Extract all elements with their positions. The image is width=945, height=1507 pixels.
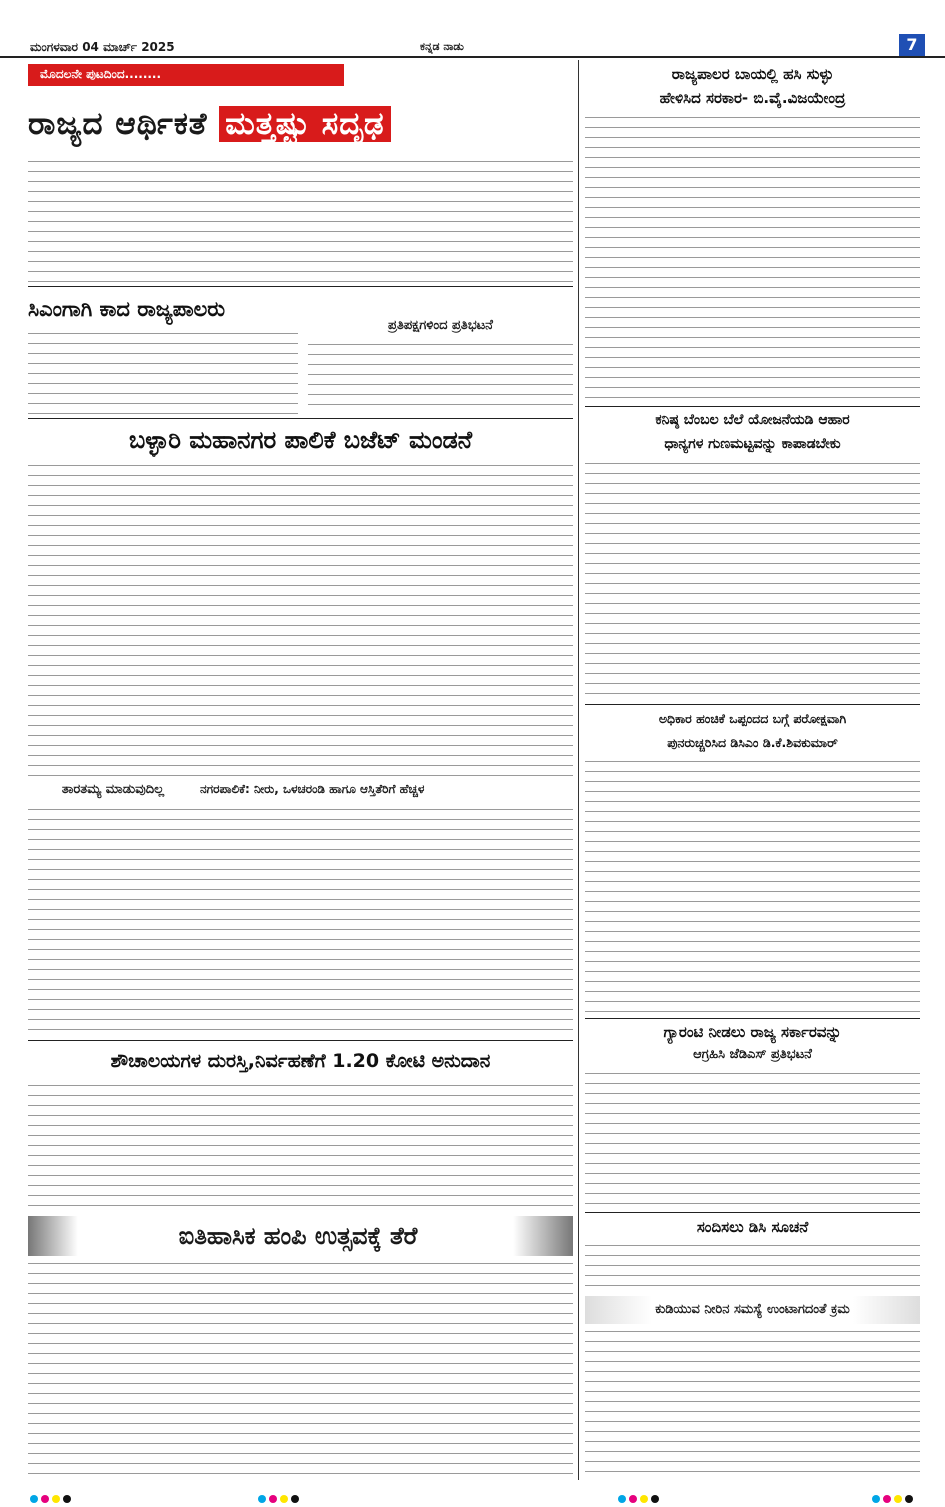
divider (585, 704, 920, 705)
ballari-budget-body-continued (28, 806, 573, 1038)
dk-shivakumar-headline-line1: ಅಧಿಕಾರ ಹಂಚಿಕೆ ಒಪ್ಪಂದದ ಬಗ್ಗೆ ಪರೋಕ್ಷವಾಗಿ (658, 711, 847, 726)
msp-food-grain-body (585, 460, 920, 702)
print-registration-marks-left (30, 1488, 74, 1496)
ballari-budget-body (28, 462, 573, 780)
ballari-budget-headline: ಬಳ್ಳಾರಿ ಮಹಾನಗರ ಪಾಲಿಕೆ ಬಜೆಟ್ ಮಂಡನೆ (128, 426, 473, 454)
issue-date: ಮಂಗಳವಾರ 04 ಮಾರ್ಚ್ 2025 (30, 40, 175, 54)
divider (585, 1018, 920, 1019)
toilet-grant-headline: ಶೌಚಾಲಯಗಳ ದುರಸ್ತಿ,ನಿರ್ವಹಣೆಗೆ 1.20 ಕೋಟಿ ಅನುದಾನ (110, 1050, 491, 1072)
masthead: ಕನ್ನಡ ನಾಡು (420, 40, 464, 53)
dc-instruction-body (585, 1242, 920, 1292)
lead-headline-part1: ರಾಜ್ಯದ ಆರ್ಥಿಕತೆ (28, 106, 208, 142)
msp-food-grain-headline-line1: ಕನಿಷ್ಠ ಬೆಂಬಲ ಬೆಲೆ ಯೋಜನೆಯಡಿ ಆಹಾರ (655, 412, 850, 428)
page-number-badge: 7 (899, 34, 925, 56)
governor-lies-body (585, 114, 920, 404)
dc-instruction-headline: ಸಂದಿಸಲು ಡಿಸಿ ಸೂಚನೆ (696, 1218, 809, 1236)
hampi-festival-headline: ಐತಿಹಾಸಿಕ ಹಂಪಿ ಉತ್ಸವಕ್ಕೆ ತೆರೆ (178, 1222, 418, 1250)
opposition-article-body (308, 341, 573, 414)
jds-protest-headline-line2: ಆಗ್ರಹಿಸಿ ಜೆಡಿಎಸ್ ಪ್ರತಿಭಟನೆ (693, 1047, 812, 1062)
hampi-festival-body (28, 1260, 573, 1478)
print-registration-marks (258, 1488, 302, 1496)
lead-article-body (28, 158, 573, 282)
jds-protest-headline-line1: ಗ್ಯಾರಂಟಿ ನೀಡಲು ರಾಜ್ಯ ಸರ್ಕಾರವನ್ನು (663, 1023, 842, 1041)
continued-from-front-page-banner: ಮೊದಲನೇ ಪುಟದಿಂದ........ (28, 64, 344, 86)
msp-food-grain-headline-line2: ಧಾನ್ಯಗಳ ಗುಣಮಟ್ಟವನ್ನು ಕಾಪಾಡಬೇಕು (664, 436, 841, 452)
governor-lies-headline-line2: ಹೇಳಿಸಿದ ಸರಕಾರ- ಬಿ.ವೈ.ವಿಜಯೇಂದ್ರ (659, 89, 846, 107)
cm-governor-headline: ಸಿಎಂಗಾಗಿ ಕಾದ ರಾಜ್ಯಪಾಲರು (28, 297, 226, 321)
opposition-protest-subhead: ಪ್ರತಿಪಕ್ಷಗಳಿಂದ ಪ್ರತಿಭಟನೆ (388, 318, 493, 333)
drinking-water-body (585, 1328, 920, 1478)
divider (585, 406, 920, 407)
hampi-headline-band (28, 1216, 573, 1256)
page-header (0, 0, 945, 58)
divider (28, 1040, 573, 1041)
divider (585, 1212, 920, 1213)
divider (28, 286, 573, 287)
dk-shivakumar-body (585, 758, 920, 1016)
no-discrimination-subhead: ತಾರತಮ್ಯ ಮಾಡುವುದಿಲ್ಲ (61, 782, 165, 797)
column-divider (578, 60, 579, 1480)
toilet-grant-body (28, 1082, 573, 1212)
lead-headline (28, 90, 573, 158)
water-headline-band (585, 1296, 920, 1324)
cm-article-body (28, 330, 298, 414)
divider (28, 418, 573, 419)
water-tax-subhead: ನಗರಪಾಲಿಕೆ: ನೀರು, ಒಳಚರಂಡಿ ಹಾಗೂ ಆಸ್ತಿತೆರಿಗೆ ಹೆಚ್ಚಳ (200, 782, 425, 796)
governor-lies-headline-line1: ರಾಜ್ಯಪಾಲರ ಬಾಯಲ್ಲಿ ಹಸಿ ಸುಳ್ಳು (671, 65, 834, 83)
lead-headline-highlight: ಮತ್ತಷ್ಟು ಸದೃಢ (219, 106, 390, 142)
dk-shivakumar-headline-line2: ಪುನರುಚ್ಚರಿಸಿದ ಡಿಸಿಎಂ ಡಿ.ಕೆ.ಶಿವಕುಮಾರ್ (667, 735, 838, 750)
print-registration-marks (618, 1488, 662, 1496)
drinking-water-headline: ಕುಡಿಯುವ ನೀರಿನ ಸಮಸ್ಯೆ ಉಂಟಾಗದಂತೆ ಕ್ರಮ (655, 1302, 850, 1317)
print-registration-marks-right (872, 1488, 916, 1496)
jds-protest-body (585, 1070, 920, 1210)
